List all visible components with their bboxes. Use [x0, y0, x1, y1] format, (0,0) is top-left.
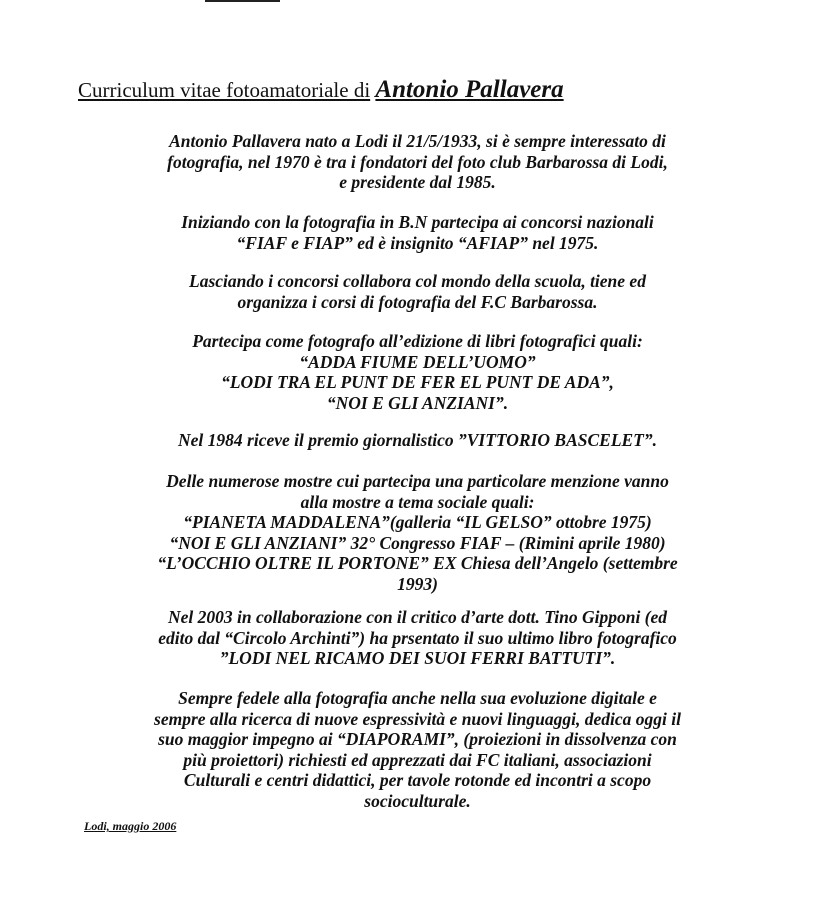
text-line: e presidente dal 1985.	[339, 172, 496, 192]
text-line: fotografia, nel 1970 è tra i fondatori del foto club Barbarossa di Lodi,	[167, 151, 668, 172]
top-edge-mark	[205, 0, 280, 2]
text-line: “NOI E GLI ANZIANI”.	[326, 392, 509, 413]
text-line: ”LODI NEL RICAMO DEI SUOI FERRI BATTUTI”.	[219, 648, 616, 668]
text-line: “L’OCCHIO OLTRE IL PORTONE” EX Chiesa dell’Angelo (settembre	[157, 553, 678, 573]
paragraph-books	[45, 331, 790, 413]
text-line: suo maggior impegno ai “DIAPORAMI”, (proiezioni in dissolvenza con	[158, 729, 677, 749]
text-line: “LODI TRA EL PUNT DE FER EL PUNT DE ADA”,	[221, 372, 614, 392]
text-line: socioculturale.	[364, 790, 471, 811]
text-line: Iniziando con la fotografia in B.N partecipa ai concorsi nazionali	[181, 212, 654, 232]
document-heading	[78, 76, 778, 104]
place-date-signature: Lodi, maggio 2006	[84, 819, 177, 833]
paragraph-book-2003	[45, 607, 790, 669]
paragraph-digital	[45, 688, 790, 811]
text-line: più proiettori) richiesti ed apprezzati dai FC italiani, associazioni	[183, 749, 652, 770]
heading-name: Antonio Pallavera	[375, 76, 564, 103]
text-line: Delle numerose mostre cui partecipa una particolare menzione vanno	[166, 471, 669, 491]
text-line: “ADDA FIUME DELL’UOMO”	[299, 351, 536, 372]
text-line: sempre alla ricerca di nuove espressività e nuovi linguaggi, dedica oggi il	[154, 708, 681, 729]
text-line: Culturali e centri didattici, per tavole rotonde ed incontri a scopo	[183, 770, 652, 790]
heading-label: Curriculum vitae fotoamatoriale di	[78, 78, 371, 102]
text-line: “FIAF e FIAP” ed è insignito “AFIAP” nel 1975.	[236, 232, 599, 253]
paragraph-school	[45, 271, 790, 312]
paragraph-award	[45, 430, 790, 451]
paragraph-birth	[45, 131, 790, 193]
paragraph-bn-contests	[45, 212, 790, 253]
text-line: organizza i corsi di fotografia del F.C Barbarossa.	[237, 291, 598, 312]
text-line: edito dal “Circolo Archinti”) ha prsentato il suo ultimo libro fotografico	[158, 627, 677, 648]
text-line: Sempre fedele alla fotografia anche nella sua evoluzione digitale e	[178, 688, 657, 708]
text-line: Nel 2003 in collaborazione con il critico d’arte dott. Tino Gipponi (ed	[167, 607, 668, 627]
text-line: alla mostre a tema sociale quali:	[300, 491, 535, 512]
paragraph-exhibitions	[45, 471, 790, 594]
text-line: Antonio Pallavera nato a Lodi il 21/5/1933, si è sempre interessato di	[169, 131, 666, 151]
text-line: Partecipa come fotografo all’edizione di libri fotografici quali:	[192, 331, 643, 351]
text-line: “PIANETA MADDALENA”(galleria “IL GELSO” ottobre 1975)	[183, 512, 652, 532]
text-line: “NOI E GLI ANZIANI” 32° Congresso FIAF – (Rimini aprile 1980)	[169, 532, 666, 553]
text-line: Lasciando i concorsi collabora col mondo della scuola, tiene ed	[189, 271, 646, 291]
text-line: 1993)	[397, 573, 438, 594]
text-line: Nel 1984 riceve il premio giornalistico ”VITTORIO BASCELET”.	[178, 430, 657, 450]
